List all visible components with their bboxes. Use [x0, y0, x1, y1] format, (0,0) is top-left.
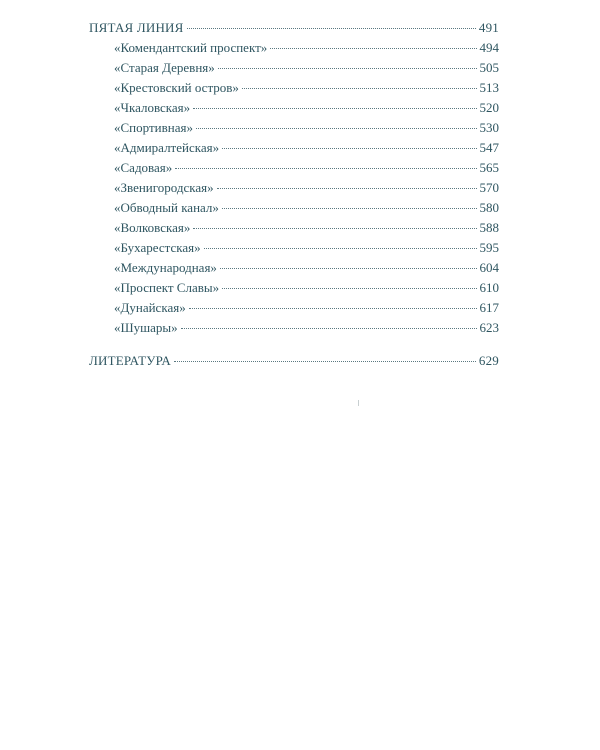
toc-entry — [89, 278, 499, 298]
dot-leader — [220, 268, 477, 269]
toc-page-number: 547 — [479, 140, 499, 155]
dot-leader — [181, 328, 477, 329]
dot-leader — [242, 88, 477, 89]
toc-page-number: 629 — [478, 353, 499, 368]
toc-entry — [89, 98, 499, 118]
dot-leader — [193, 228, 476, 229]
section-gap — [89, 338, 499, 351]
dot-leader — [193, 108, 476, 109]
toc-page-number: 530 — [479, 120, 499, 135]
toc-entry-title: «Бухарестская» — [114, 240, 201, 255]
toc-page-number: 595 — [479, 240, 499, 255]
toc-page-number: 623 — [479, 320, 499, 335]
toc-entry-title: «Садовая» — [114, 160, 173, 175]
toc-page-number: 604 — [479, 260, 499, 275]
toc-section-literature — [89, 351, 499, 371]
toc-entry-title: «Международная» — [114, 260, 217, 275]
toc-page-number: 491 — [478, 20, 499, 35]
toc-entry-title: «Проспект Славы» — [114, 280, 220, 295]
toc-entry-title: «Адмиралтейская» — [114, 140, 220, 155]
toc-page-number: 513 — [479, 80, 499, 95]
dot-leader — [196, 128, 477, 129]
toc-entry-title: «Шушары» — [114, 320, 178, 335]
toc-entry — [89, 78, 499, 98]
dot-leader — [187, 28, 476, 29]
toc-entry — [89, 158, 499, 178]
toc-page-number: 617 — [479, 300, 499, 315]
dot-leader — [189, 308, 477, 309]
dot-leader — [174, 361, 476, 362]
toc-entry-title: «Крестовский остров» — [114, 80, 239, 95]
toc-entry — [89, 218, 499, 238]
dot-leader — [204, 248, 477, 249]
toc-page-number: 570 — [479, 180, 499, 195]
dot-leader — [218, 68, 477, 69]
toc-page-number: 520 — [479, 100, 499, 115]
toc-page-number: 580 — [479, 200, 499, 215]
toc-entry-title: «Чкаловская» — [114, 100, 191, 115]
dot-leader — [270, 48, 476, 49]
toc-entry-title: «Спортивная» — [114, 120, 193, 135]
dot-leader — [222, 208, 477, 209]
toc-entry — [89, 178, 499, 198]
toc-entry — [89, 258, 499, 278]
toc-entry — [89, 318, 499, 338]
toc-entry-title: «Старая Деревня» — [114, 60, 215, 75]
toc-page-number: 588 — [479, 220, 499, 235]
toc-entry — [89, 118, 499, 138]
toc-section-fifth-line — [89, 18, 499, 38]
toc-entry — [89, 198, 499, 218]
toc-entry — [89, 38, 499, 58]
toc-page-number: 565 — [479, 160, 499, 175]
toc-entry-title: «Обводный канал» — [114, 200, 219, 215]
toc-page-number: 610 — [479, 280, 499, 295]
toc-section-title: ЛИТЕРАТУРА — [89, 353, 171, 368]
toc-section-title: ПЯТАЯ ЛИНИЯ — [89, 20, 184, 35]
toc-entry — [89, 138, 499, 158]
toc-entry — [89, 58, 499, 78]
toc-entry — [89, 238, 499, 258]
dot-leader — [222, 148, 476, 149]
toc-entry-title: «Волковская» — [114, 220, 191, 235]
toc-entry-title: «Звенигородская» — [114, 180, 214, 195]
toc-entry — [89, 298, 499, 318]
toc-entry-title: «Дунайская» — [114, 300, 186, 315]
toc-entry-title: «Комендантский проспект» — [114, 40, 268, 55]
dot-leader — [222, 288, 476, 289]
dot-leader — [217, 188, 477, 189]
toc-page-number: 494 — [479, 40, 499, 55]
table-of-contents — [89, 18, 499, 371]
toc-page-number: 505 — [479, 60, 499, 75]
dot-leader — [175, 168, 476, 169]
print-mark — [358, 400, 359, 406]
